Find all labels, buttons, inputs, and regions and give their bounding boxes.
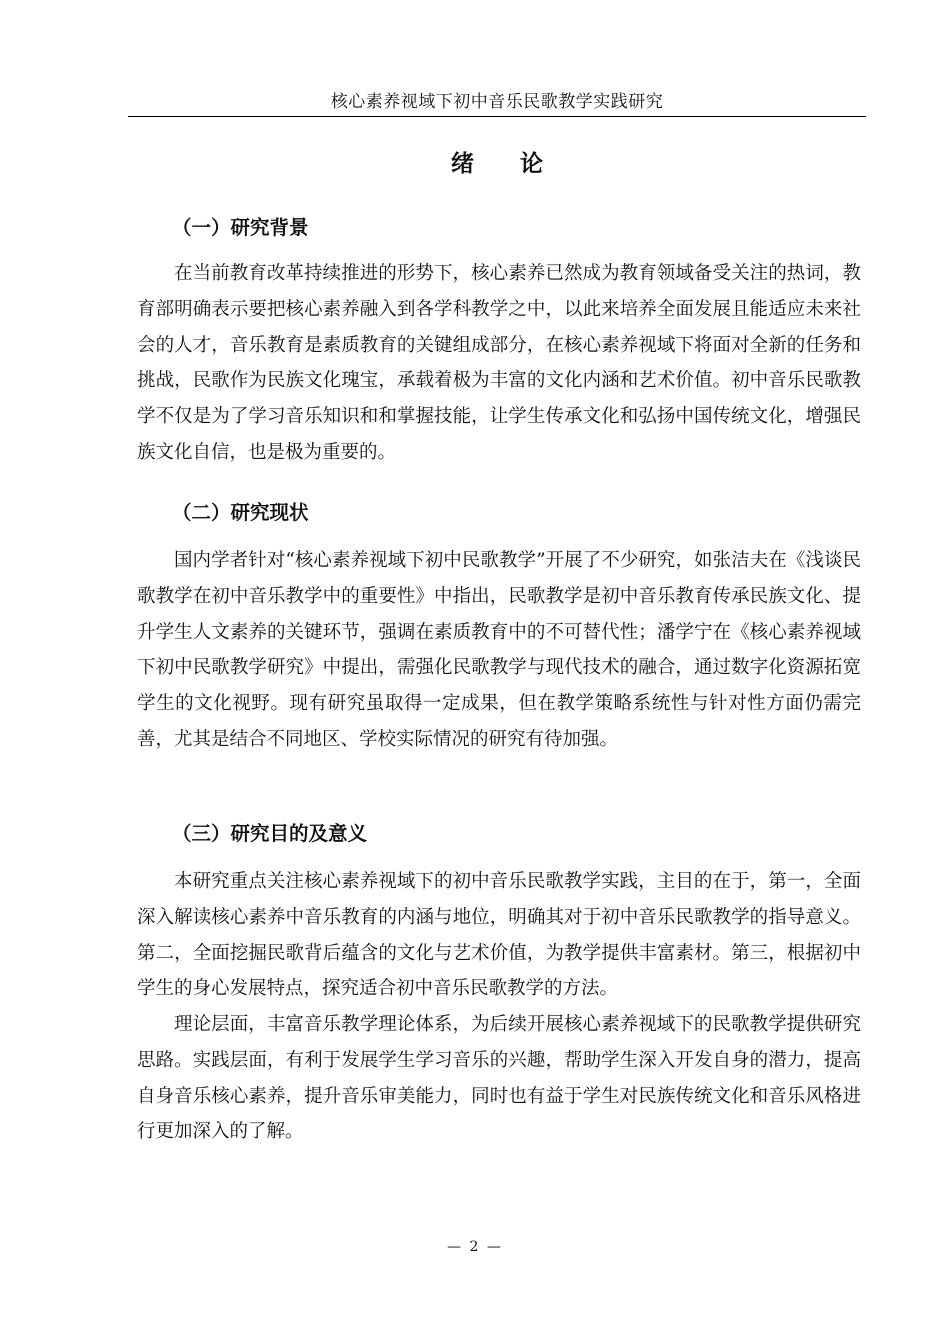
paragraph-background: 在当前教育改革持续推进的形势下，核心素养已然成为教育领域备受关注的热词，教育部明确表示要把核心素养融入到各学科教学之中，以此来培养全面发展且能适应未来社会的人才，音乐教育是素质教育的关键组成部分，在核心素养视域下将面对全新的任务和挑战，民歌作为民族文化瑰宝，承载着极为丰富的文化内涵和艺术价值。初中音乐民歌教学不仅是为了学习音乐知识和和掌握技能，让学生传承文化和弘扬中国传统文化，增强民族文化自信，也是极为重要的。	[137, 263, 861, 463]
chapter-title-char-2: 论	[520, 151, 543, 177]
running-header: 核心素养视域下初中音乐民歌教学实践研究	[128, 88, 866, 117]
section-heading-background: （一）研究背景	[172, 216, 309, 239]
section-heading-purpose: （三）研究目的及意义	[172, 822, 368, 845]
paragraph-significance: 理论层面，丰富音乐教学理论体系，为后续开展核心素养视域下的民歌教学提供研究思路。实践层面，有利于发展学生学习音乐的兴趣，帮助学生深入开发自身的潜力，提高自身音乐核心素养，提升音乐审美能力，同时也有益于学生对民族传统文化和音乐风格进行更加深入的了解。	[137, 1014, 861, 1143]
paragraph-purpose: 本研究重点关注核心素养视域下的初中音乐民歌教学实践，主目的在于，第一，全面深入解读核心素养中音乐教育的内涵与地位，明确其对于初中音乐民歌教学的指导意义。第二，全面挖掘民歌背后蕴含的文化与艺术价值，为教学提供丰富素材。第三，根据初中学生的身心发展特点，探究适合初中音乐民歌教学的方法。	[137, 871, 861, 1000]
section-heading-status: （二）研究现状	[172, 501, 309, 524]
chapter-title-char-1: 绪	[451, 151, 474, 177]
chapter-title	[128, 150, 866, 178]
page-number: — 2 —	[447, 1239, 503, 1255]
paragraph-status: 国内学者针对“核心素养视域下初中民歌教学”开展了不少研究，如张洁夫在《浅谈民歌教学在初中音乐教学中的重要性》中指出，民歌教学是初中音乐教育传承民族文化、提升学生人文素养的关键环节，强调在素质教育中的不可替代性；潘学宁在《核心素养视域下初中民歌教学研究》中提出，需强化民歌教学与现代技术的融合，通过数字化资源拓宽学生的文化视野。现有研究虽取得一定成果，但在教学策略系统性与针对性方面仍需完善，尤其是结合不同地区、学校实际情况的研究有待加强。	[137, 550, 861, 750]
